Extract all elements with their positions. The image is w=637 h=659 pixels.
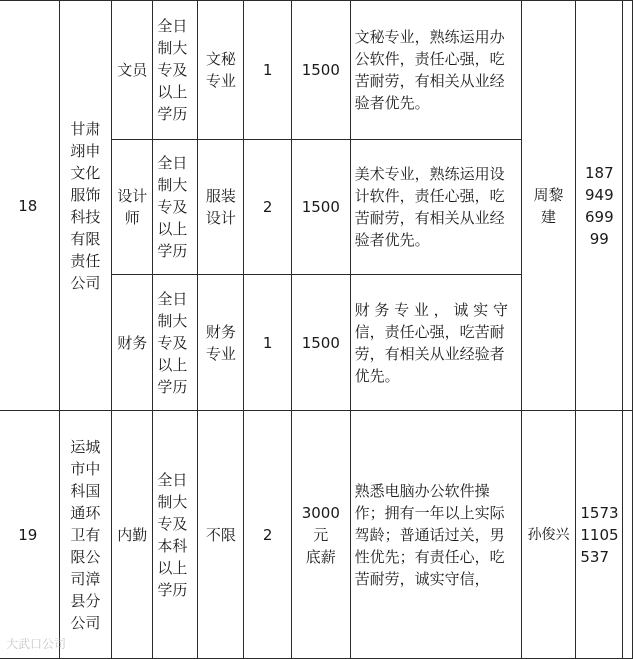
major-requirement: 不限	[198, 411, 244, 659]
major-requirement: 财务 专业	[198, 275, 244, 411]
salary: 1500	[292, 275, 351, 411]
headcount: 1	[244, 275, 292, 411]
row-number: 19	[0, 411, 59, 659]
job-requirements: 文秘专业，熟练运用办 公软件，责任心强，吃 苦耐劳，有相关从业经 验者优先。	[350, 1, 521, 140]
position-title: 财务	[112, 275, 153, 411]
table-row	[0, 1, 633, 140]
position-title: 内勤	[112, 411, 153, 659]
company-name: 甘肃 翊申 文化 服饰 科技 有限 责任 公司	[59, 1, 112, 411]
position-title: 文员	[112, 1, 153, 140]
salary: 1500	[292, 1, 351, 140]
contact-person: 周黎 建	[521, 1, 576, 411]
headcount: 2	[244, 140, 292, 275]
job-requirements: 财 务 专 业 ， 诚 实 守 信，责任心强，吃苦耐 劳，有相关从业经验者 优先。	[350, 275, 521, 411]
education-requirement: 全日 制大 专及 以上 学历	[153, 140, 198, 275]
education-requirement: 全日 制大 专及 本科 以上 学历	[153, 411, 198, 659]
salary: 3000元 底薪	[292, 411, 351, 659]
headcount: 2	[244, 411, 292, 659]
education-requirement: 全日 制大 专及 以上 学历	[153, 275, 198, 411]
salary: 1500	[292, 140, 351, 275]
headcount: 1	[244, 1, 292, 140]
contact-phone: 1573 1105 537	[576, 411, 623, 659]
table-edge-cell	[623, 411, 633, 659]
contact-phone: 187 949 699 99	[576, 1, 623, 411]
table-row	[0, 411, 633, 659]
position-title: 设计 师	[112, 140, 153, 275]
company-name: 运城 市中 科国 通环 卫有 限公 司漳 县分 公司	[59, 411, 112, 659]
contact-person: 孙俊兴	[521, 411, 576, 659]
table-edge-cell	[623, 1, 633, 411]
education-requirement: 全日 制大 专及 以上 学历	[153, 1, 198, 140]
major-requirement: 文秘 专业	[198, 1, 244, 140]
job-requirements: 熟悉电脑办公软件操 作；拥有一年以上实际 驾龄；普通话过关，男 性优先；有责任心，吃 苦耐劳，诚实守信，	[350, 411, 521, 659]
row-number: 18	[0, 1, 59, 411]
job-requirements: 美术专业，熟练运用设 计软件，责任心强，吃 苦耐劳，有相关从业经 验者优先。	[350, 140, 521, 275]
major-requirement: 服装 设计	[198, 140, 244, 275]
watermark: 大武口公司	[6, 637, 67, 651]
